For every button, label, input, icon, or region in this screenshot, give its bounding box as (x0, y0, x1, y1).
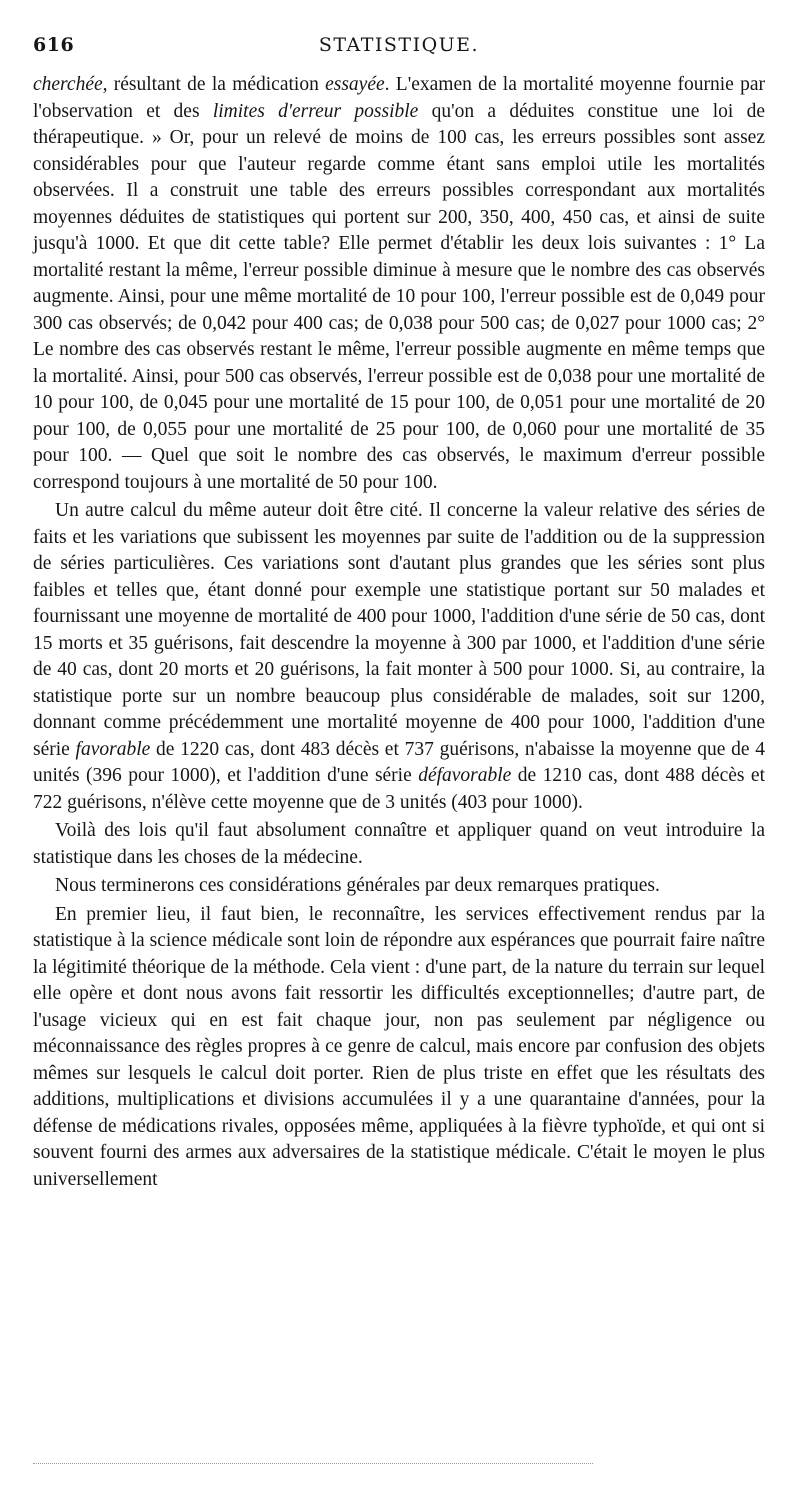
paragraph (33, 818, 765, 871)
italic-text-run: favorable (75, 738, 151, 760)
text-run: de 1220 cas, dont 483 décès et 737 guérisons, n'abaisse la moyenne que de 4 unités (396 pour 1000), et l'addition d'une série (33, 738, 765, 786)
paragraph (33, 873, 765, 900)
body-text (33, 72, 765, 1193)
italic-text-run: limites d'erreur possible (212, 100, 419, 122)
text-run: En premier lieu, il faut bien, le reconnaître, les services effectivement rendus par la statistique à la science médicale sont loin de répondre aux espérances que pourrait faire naître la légitimité théorique de la méthode. Cela vient : d'une part, de la nature du terrain sur lequel elle opère et dont nous avons fait ressortir les difficultés exceptionnelles; d'autre part, de l'usage vicieux qui en est fait chaque jour, non pas seulement par négligence ou méconnaissance des règles propres à ce genre de calcul, mais encore par confusion des objets mêmes sur lesquels le calcul doit porter. Rien de plus triste en effet que les résultats des additions, multiplications et divisions accumulées il y a une quarantaine d'années, pour la défense de médications rivales, opposées même, appliquées à la fièvre typhoïde, et qui ont si souvent fourni des armes aux adversaires de la statistique médicale. C'était le moyen le plus universellement (33, 903, 765, 1190)
text-run: de 1210 cas, dont 488 décès et 722 guérisons, n'élève cette moyenne que de 3 unités (403 pour 1000). (33, 765, 765, 813)
running-title: STATISTIQUE. (318, 34, 480, 56)
text-run: qu'on a déduites constitue une loi de thérapeutique. » Or, pour un relevé de moins de 100 cas, les erreurs possibles sont assez considérables pour que l'auteur regarde comme étant sans emploi utile les mortalités observées. Il a construit une table des erreurs possibles correspondant aux mortalités moyennes déduites de statistiques qui portent sur 200, 350, 400, 450 cas, et ainsi de suite jusqu'à 1000. Et que dit cette table? Elle permet d'établir les deux lois suivantes : 1° La mortalité restant la même, l'erreur possible diminue à mesure que le nombre des cas observés augmente. Ainsi, pour une même mortalité de 10 pour 100, l'erreur possible est de 0,049 pour 300 cas observés; de 0,042 pour 400 cas; de 0,038 pour 500 cas; de 0,027 pour 1000 cas; 2° Le nombre des cas observés restant le même, l'erreur possible augmente en même temps que la mortalité. Ainsi, pour 500 cas observés, l'erreur possible est de 0,038 pour une mortalité de 10 pour 100, de 0,045 pour une mortalité de 15 pour 100, de 0,051 pour une mortalité de 20 pour 100, de 0,055 pour une mortalité de 25 pour 100, de 0,060 pour une mortalité de 35 pour 100. — Quel que soit le nombre des cas observés, le maximum d'erreur possible correspond toujours à une mortalité de 50 pour 100. (33, 100, 765, 493)
text-run: Voilà des lois qu'il faut absolument connaître et appliquer quand on veut introduire la statistique dans les choses de la médecine. (33, 820, 765, 868)
document-page (33, 30, 765, 1195)
text-run: Un autre calcul du même auteur doit être cité. Il concerne la valeur relative des séries de faits et les variations que subissent les moyennes par suite de l'addition ou de la suppression de séries particulières. Ces variations sont d'autant plus grandes que les séries sont plus faibles et telles que, étant donné pour exemple une statistique portant sur 50 malades et fournissant une moyenne de mortalité de 400 pour 1000, l'addition d'une série de 50 cas, dont 15 morts et 35 guérisons, fait descendre la moyenne à 300 par 1000, et l'addition d'une série de 40 cas, dont 20 morts et 20 guérisons, la fait monter à 500 pour 1000. Si, au contraire, la statistique porte sur un nombre beaucoup plus considérable de malades, soit sur 1200, donnant comme précédemment une mortalité moyenne de 400 pour 1000, l'addition d'une série (33, 500, 765, 760)
italic-text-run: défavorable (418, 765, 512, 786)
page-number: 616 (33, 34, 75, 56)
page-header (33, 30, 765, 60)
text-run: Nous terminerons ces considérations générales par deux remarques pratiques. (55, 875, 660, 896)
paragraph (33, 498, 765, 816)
text-run: . L'examen de la mortalité moyenne fournie par l'observation et des (33, 74, 765, 122)
italic-text-run: cherchée (33, 74, 103, 95)
footer-rule (33, 1463, 593, 1464)
paragraph (33, 902, 765, 1194)
text-run: , résultant de la médication (102, 74, 326, 95)
italic-text-run: essayée (325, 74, 385, 95)
paragraph (33, 72, 765, 496)
